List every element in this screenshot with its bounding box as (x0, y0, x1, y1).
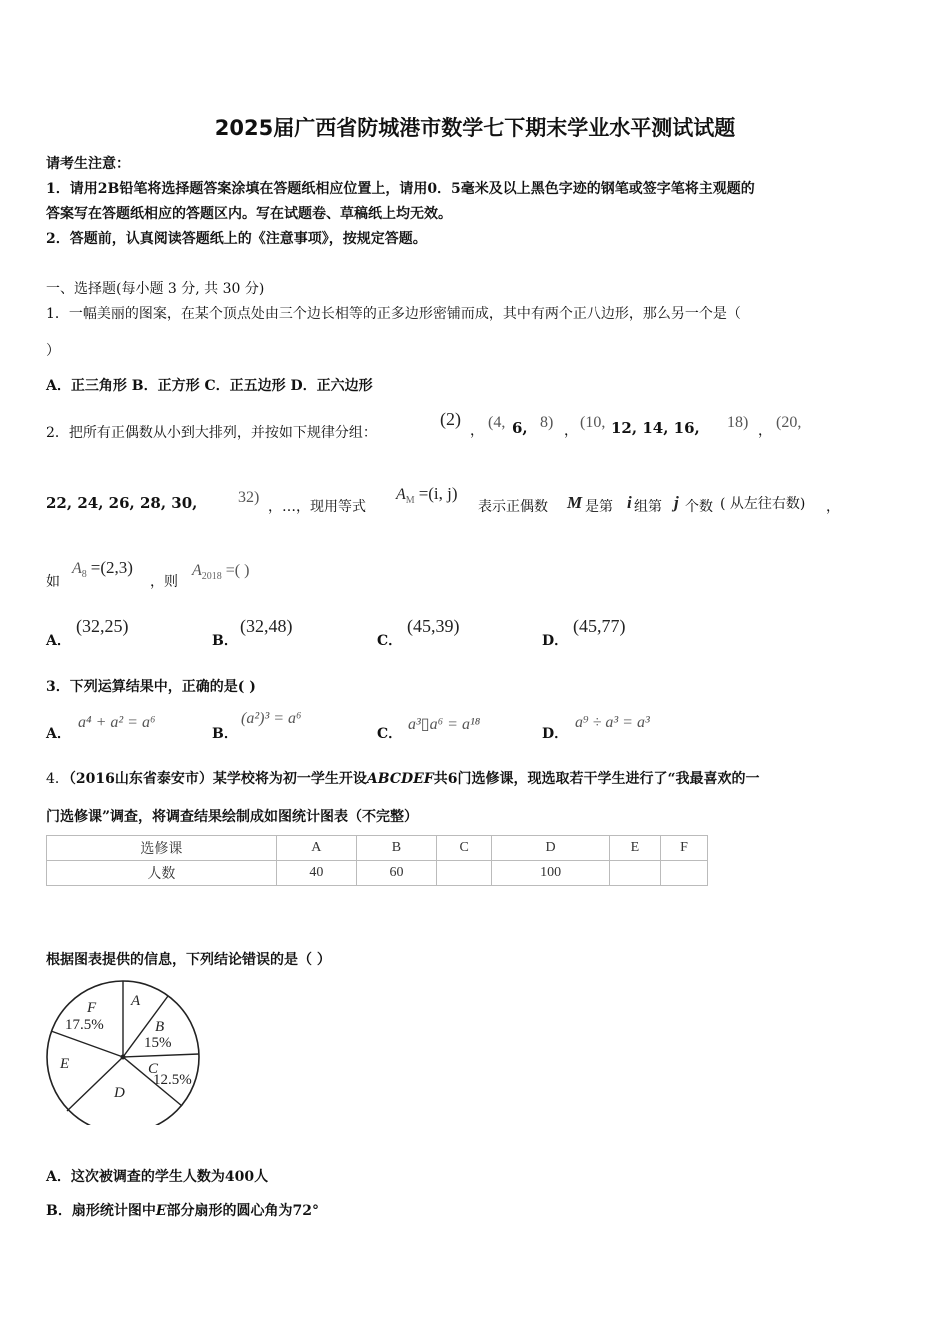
q2-paren: ( 从左往右数) (720, 496, 806, 512)
group-2-start: (4, (488, 414, 506, 431)
comma: ， (470, 423, 484, 439)
table-cell: 选修课 (47, 836, 277, 861)
q2-comma: ， (826, 499, 840, 515)
q2-ze: ，则 (150, 574, 178, 590)
table-row (47, 861, 708, 886)
q2-opt-c-label: C． (377, 633, 403, 649)
a2018-val: =( ) (225, 562, 250, 579)
q2-ru: 如 (46, 574, 60, 590)
eq-rhs: =(i, j) (418, 484, 458, 503)
q2-opt-d: (45,77) (573, 616, 626, 636)
group-3-start: (10, (580, 414, 606, 431)
group-2-end: 8) (540, 414, 554, 431)
var-j: j (674, 493, 679, 512)
group-4-end: 32) (238, 489, 260, 506)
pie-boundary-bc (123, 1054, 199, 1057)
question-1-stem: 1．一幅美丽的图案，在某个顶点处由三个边长相等的正多边形密铺而成，其中有两个正八边形，那么另一个是（ (46, 306, 741, 322)
table-cell: 人数 (47, 861, 277, 886)
q2-opt-a-label: A． (46, 633, 71, 649)
notice-line-1a: 1．请用2B铅笔将选择题答案涂填在答题纸相应位置上，请用0．5毫米及以上黑色字迹的钢笔或签字笔将主观题的 (46, 181, 755, 197)
pie-label-c: C (148, 1061, 159, 1077)
q2-text-1: 表示正偶数 (478, 499, 548, 515)
pie-label-d: D (114, 1085, 125, 1101)
group-3-end: 18) (727, 414, 749, 431)
a2018-a: A (192, 562, 202, 579)
eq-sub: M (405, 495, 415, 507)
var-m: M (567, 493, 583, 512)
notice-heading: 请考生注意： (46, 156, 130, 172)
question-3-stem: 3．下列运算结果中，正确的是( ) (46, 679, 256, 695)
q3-opt-b: (a²)³ = a⁶ (241, 710, 302, 727)
equation-a8 (72, 558, 133, 580)
q3-opt-c: a³▯a⁶ = a¹⁸ (408, 716, 481, 733)
q2-text-4: 个数 (685, 499, 713, 515)
q3-opt-a-label: A． (46, 726, 71, 742)
q2-opt-b-label: B． (212, 633, 238, 649)
question-1-options: A．正三角形 B．正方形 C．正五边形 D．正六边形 (46, 378, 373, 394)
question-1-stem-end: ） (46, 343, 60, 359)
statistics-table (46, 835, 708, 886)
group-4-start: (20, (776, 414, 802, 431)
table-cell: 100 (492, 861, 610, 886)
question-4-stem (46, 768, 760, 788)
q3-opt-d: a⁹ ÷ a³ = a³ (575, 714, 650, 731)
q3-opt-c-label: C． (377, 726, 403, 742)
pie-label-a: A (131, 993, 141, 1009)
table-cell: B (356, 836, 436, 861)
table-header-row (47, 836, 708, 861)
q2-text-3: 组第 (634, 499, 662, 515)
q4-text: 某学校将为初一学生开设 (212, 771, 367, 787)
table-cell: 60 (356, 861, 436, 886)
q4-abcdef: ABCDEF (366, 771, 434, 787)
group-4-mid: 22, 24, 26, 28, 30, (46, 494, 198, 512)
a8-sub: 8 (81, 569, 87, 581)
q3-opt-a: a⁴ + a² = a⁶ (78, 714, 156, 731)
a2018-sub: 2018 (201, 571, 222, 583)
section-heading: 一、选择题(每小题 3 分, 共 30 分) (46, 281, 265, 297)
comma: ， (564, 423, 578, 439)
q2-text-2: 是第 (585, 499, 613, 515)
table-cell (660, 861, 707, 886)
equation-am (396, 484, 458, 506)
pie-label-e: E (60, 1056, 70, 1072)
pie-pct-b: 15% (144, 1035, 172, 1051)
question-4-prompt: 根据图表提供的信息，下列结论错误的是（ ） (46, 952, 331, 968)
q3-opt-b-label: B． (212, 726, 238, 742)
q4-answer-b-e: E (155, 1203, 167, 1219)
eq-a: A (396, 486, 406, 503)
pie-label-f: F (87, 1000, 97, 1016)
q4-answer-b-text: B．扇形统计图中 (46, 1203, 156, 1219)
group-3-mid: 12, 14, 16, (611, 419, 700, 437)
equation-a2018 (192, 562, 249, 582)
group-2-mid: 6, (512, 419, 528, 437)
pie-boundary-ef (51, 1031, 123, 1057)
pie-pct-c: 12.5% (153, 1072, 192, 1088)
a8-a: A (72, 560, 82, 577)
page-title: 2025届广西省防城港市数学七下期末学业水平测试试题 (214, 116, 736, 140)
table-cell: A (276, 836, 356, 861)
q4-answer-b (46, 1200, 319, 1220)
q2-opt-b: (32,48) (240, 616, 293, 636)
pie-boundary-de (67, 1057, 123, 1111)
table-cell: E (609, 836, 660, 861)
var-i: i (627, 493, 632, 512)
table-cell: F (660, 836, 707, 861)
q2-opt-d-label: D． (542, 633, 569, 649)
table-cell (609, 861, 660, 886)
q4-answer-a: A．这次被调查的学生人数为400人 (46, 1169, 269, 1185)
q4-source: （2016山东省泰安市） (68, 771, 213, 787)
notice-line-1b: 答案写在答题纸相应的答题区内。写在试题卷、草稿纸上均无效。 (46, 206, 452, 222)
table-cell (437, 861, 492, 886)
pie-pct-f: 17.5% (65, 1017, 104, 1033)
pie-chart (40, 975, 220, 1125)
question-4-stem-b: 门选修课”调查，将调查结果绘制成如图统计图表（不完整） (46, 809, 419, 825)
q4-text-2: 共6门选修课，现选取若干学生进行了“我最喜欢的一 (433, 771, 760, 787)
q3-opt-d-label: D． (542, 726, 569, 742)
q2-opt-c: (45,39) (407, 616, 460, 636)
a8-val: =(2,3) (90, 558, 133, 577)
q4-num: 4． (46, 771, 69, 787)
q4-answer-b-rest: 部分扇形的圆心角为72° (166, 1203, 319, 1219)
pie-center (121, 1055, 126, 1060)
table-cell: D (492, 836, 610, 861)
comma: ， (758, 423, 772, 439)
group-1: (2) (440, 409, 461, 429)
question-2-stem: 2．把所有正偶数从小到大排列，并按如下规律分组： (46, 425, 377, 441)
notice-line-2: 2．答题前，认真阅读答题纸上的《注意事项》，按规定答题。 (46, 231, 427, 247)
q2-opt-a: (32,25) (76, 616, 129, 636)
pie-label-b: B (155, 1019, 165, 1035)
table-cell: 40 (276, 861, 356, 886)
question-2-dots: ，…，现用等式 (268, 499, 366, 515)
table-cell: C (437, 836, 492, 861)
